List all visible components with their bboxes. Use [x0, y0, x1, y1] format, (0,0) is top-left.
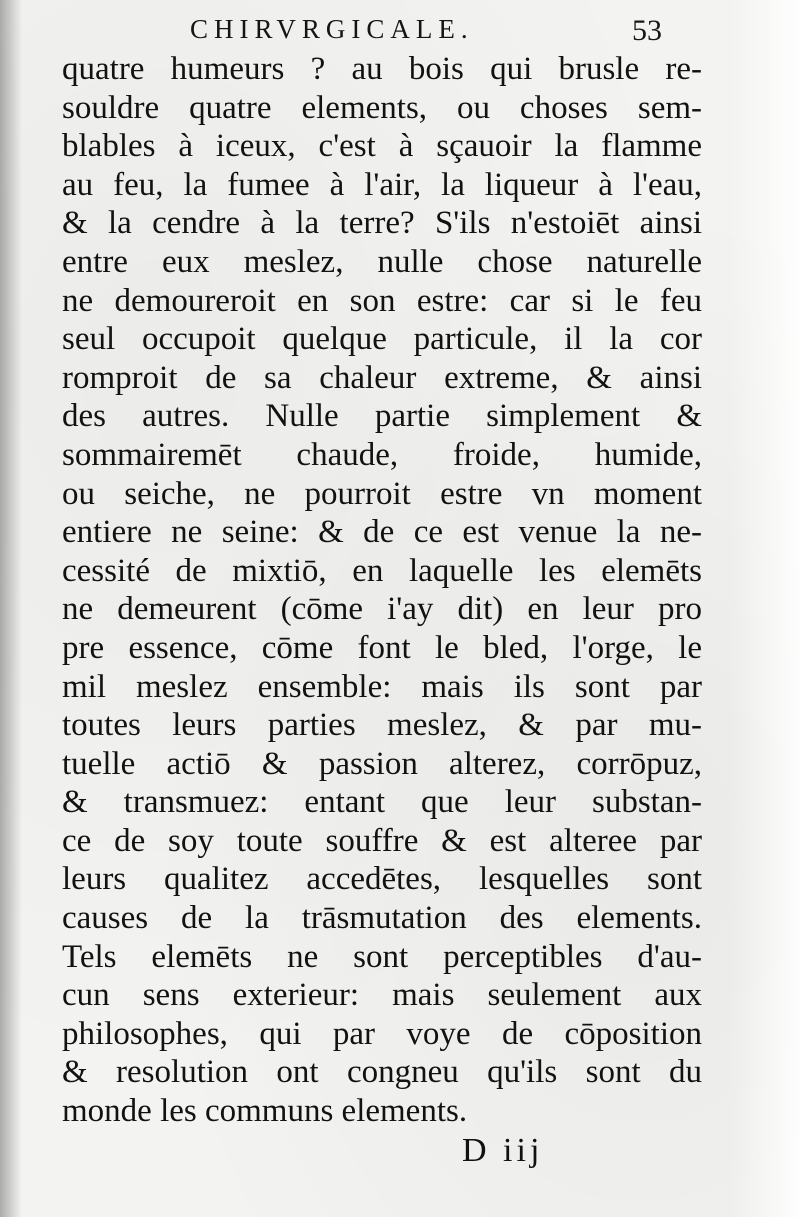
text-line-20: & transmuez: entant que leur substan- — [62, 784, 702, 821]
text-line-19: tuelle actiō & passion alterez, corrōpuz, — [62, 745, 702, 782]
text-line-10: des autres. Nulle partie simplement & — [62, 398, 702, 435]
text-line-23: causes de la trāsmutation des elements. — [62, 900, 702, 937]
text-line-28: monde les communs elements. — [62, 1093, 468, 1130]
text-line-11: sommairemēt chaude, froide, humide, — [62, 436, 702, 473]
text-line-21: ce de soy toute souffre & est alteree par — [62, 822, 702, 859]
text-line-13: entiere ne seine: & de ce est venue la ne- — [62, 514, 702, 551]
text-line-1: quatre humeurs ? au bois qui brusle re- — [62, 51, 702, 87]
text-line-18: toutes leurs parties meslez, & par mu- — [62, 707, 702, 744]
running-head: CHIRVRGICALE. — [190, 14, 474, 44]
text-line-2: souldre quatre elements, ou choses sem- — [62, 89, 702, 126]
text-line-27: & resolution ont congneu qu'ils sont du — [62, 1054, 702, 1091]
text-line-5: & la cendre à la terre? S'ils n'estoiēt ainsi — [62, 205, 702, 242]
text-line-26: philosophes, qui par voye de cōposition — [62, 1015, 702, 1052]
text-line-17: mil meslez ensemble: mais ils sont par — [62, 668, 702, 705]
text-line-24: Tels elemēts ne sont perceptibles d'au- — [62, 938, 702, 975]
text-line-4: au feu, la fumee à l'air, la liqueur à l'eau, — [62, 166, 702, 203]
page-number: 53 — [632, 14, 662, 47]
text-line-6: entre eux meslez, nulle chose naturelle — [62, 243, 702, 280]
page-edge — [730, 0, 800, 1217]
text-line-3: blables à iceux, c'est à sçauoir la flamme — [62, 128, 702, 165]
text-line-12: ou seiche, ne pourroit estre vn moment — [62, 475, 702, 512]
text-line-8: seul occupoit quelque particule, il la cor — [62, 321, 702, 358]
signature-mark: D iij — [462, 1132, 544, 1169]
text-line-14: cessité de mixtiō, en laquelle les elemēts — [62, 552, 702, 589]
text-line-16: pre essence, cōme font le bled, l'orge, le — [62, 629, 702, 666]
text-line-7: ne demoureroit en son estre: car si le feu — [62, 282, 702, 319]
text-line-9: romproit de sa chaleur extreme, & ainsi — [62, 359, 702, 396]
text-line-15: ne demeurent (cōme i'ay dit) en leur pro — [62, 591, 702, 628]
text-line-22: leurs qualitez accedētes, lesquelles sont — [62, 861, 702, 898]
binding-shadow — [0, 0, 22, 1217]
body-text — [62, 50, 702, 1131]
text-line-25: cun sens exterieur: mais seulement aux — [62, 977, 702, 1014]
